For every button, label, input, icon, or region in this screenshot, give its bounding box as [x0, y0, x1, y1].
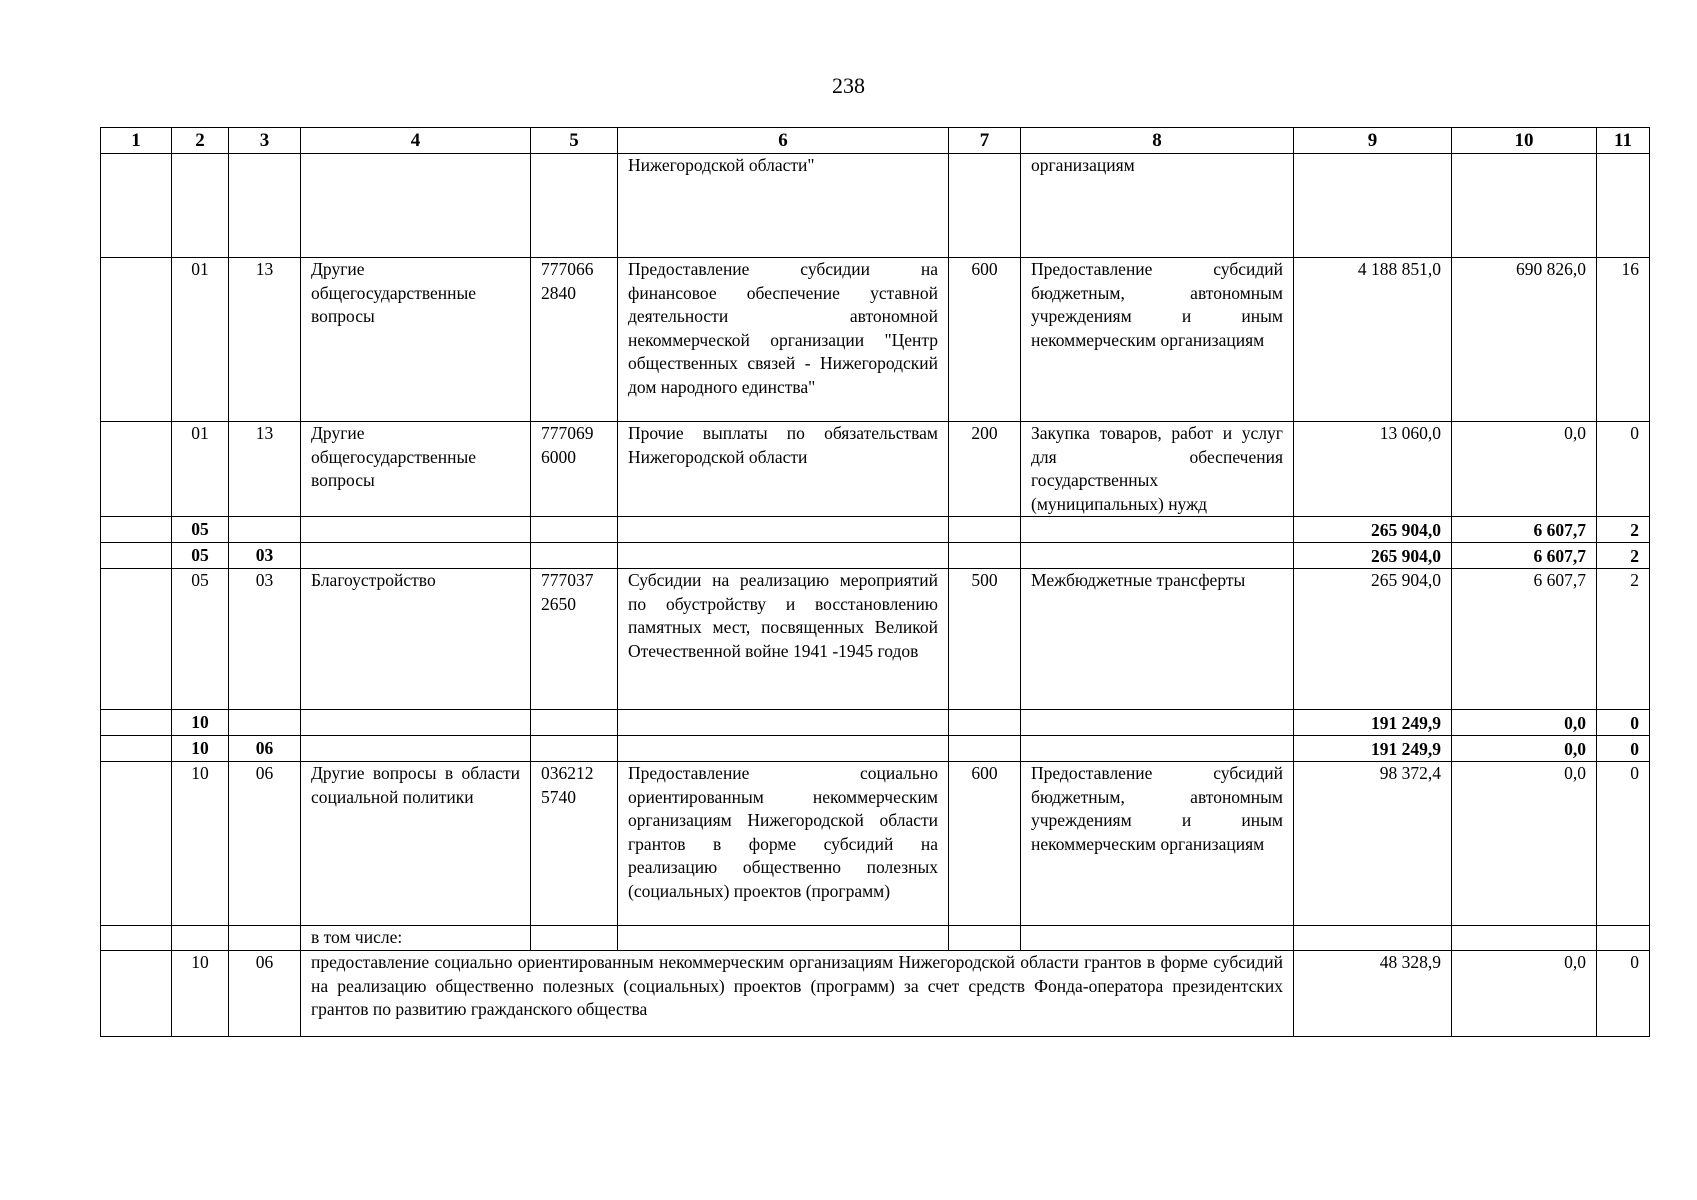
subsection-total-row — [101, 543, 1650, 569]
cell — [101, 569, 172, 710]
cell-target-code: 777066 2840 — [531, 258, 618, 422]
cell-subsection — [229, 154, 301, 258]
cell-expense-type — [949, 154, 1021, 258]
cell-target-name: Нижегородской области" — [618, 154, 949, 258]
cell-section: 10 — [172, 762, 229, 926]
table-row — [101, 951, 1650, 1037]
cell-section: 10 — [172, 710, 229, 736]
table-row — [101, 762, 1650, 926]
header-cell: 4 — [301, 128, 531, 154]
cell — [618, 543, 949, 569]
cell — [618, 710, 949, 736]
cell-amount: 265 904,0 — [1294, 517, 1452, 543]
cell — [301, 736, 531, 762]
cell-subsection: 03 — [229, 543, 301, 569]
header-cell: 6 — [618, 128, 949, 154]
cell-subsection — [229, 517, 301, 543]
cell — [531, 517, 618, 543]
header-cell: 10 — [1452, 128, 1597, 154]
cell-section — [172, 154, 229, 258]
cell — [949, 710, 1021, 736]
cell-percent: 2 — [1597, 517, 1650, 543]
cell — [1597, 926, 1650, 951]
cell-name: Благоустройство — [301, 569, 531, 710]
cell-name: в том числе: — [301, 926, 531, 951]
cell — [101, 154, 172, 258]
subsection-total-row — [101, 736, 1650, 762]
cell-section: 05 — [172, 569, 229, 710]
cell-amount-2: 6 607,7 — [1452, 543, 1597, 569]
cell — [949, 736, 1021, 762]
cell-percent: 0 — [1597, 710, 1650, 736]
cell-target-code: 777037 2650 — [531, 569, 618, 710]
cell-amount: 48 328,9 — [1294, 951, 1452, 1037]
cell — [1021, 543, 1294, 569]
cell-section: 05 — [172, 517, 229, 543]
cell — [101, 736, 172, 762]
cell-expense-type: 600 — [949, 258, 1021, 422]
cell-subsection: 13 — [229, 258, 301, 422]
cell-section: 10 — [172, 951, 229, 1037]
cell-name — [301, 154, 531, 258]
cell-amount-2 — [1452, 154, 1597, 258]
cell — [1021, 710, 1294, 736]
cell-amount-2: 0,0 — [1452, 710, 1597, 736]
cell-target-code — [531, 154, 618, 258]
cell-amount-2: 0,0 — [1452, 422, 1597, 517]
header-cell: 11 — [1597, 128, 1650, 154]
cell-amount: 4 188 851,0 — [1294, 258, 1452, 422]
cell — [1294, 926, 1452, 951]
cell-merged-description: предоставление социально ориентированным некоммерческим организациям Нижегородской области грантов в форме субсидий на реализацию общественно полезных (социальных) проектов (программ) за счет средств Фонда-оператора президентских грантов по развитию гражданского общества — [301, 951, 1294, 1037]
table-row — [101, 422, 1650, 517]
cell-expense-name: Предоставление субсидий бюджетным, автономным учреждениям и иным некоммерческим организациям — [1021, 762, 1294, 926]
cell — [531, 710, 618, 736]
cell-target-code: 036212 5740 — [531, 762, 618, 926]
section-total-row — [101, 710, 1650, 736]
header-cell: 8 — [1021, 128, 1294, 154]
cell-expense-name: организациям — [1021, 154, 1294, 258]
table-row — [101, 154, 1650, 258]
page-number: 238 — [832, 73, 865, 98]
table-row — [101, 569, 1650, 710]
cell-target-name: Предоставление социально ориентированным некоммерческим организациям Нижегородской области грантов в форме субсидий на реализацию общественно полезных (социальных) проектов (программ) — [618, 762, 949, 926]
cell-name: Другие общегосударственные вопросы — [301, 422, 531, 517]
table-row — [101, 926, 1650, 951]
cell — [1452, 926, 1597, 951]
cell — [101, 517, 172, 543]
cell-percent: 2 — [1597, 543, 1650, 569]
cell-target-code: 777069 6000 — [531, 422, 618, 517]
cell-amount: 265 904,0 — [1294, 543, 1452, 569]
cell — [618, 517, 949, 543]
cell-percent: 2 — [1597, 569, 1650, 710]
cell-percent: 0 — [1597, 736, 1650, 762]
cell-percent — [1597, 154, 1650, 258]
cell-subsection: 06 — [229, 951, 301, 1037]
cell-subsection: 06 — [229, 736, 301, 762]
cell — [1021, 517, 1294, 543]
cell-expense-name: Межбюджетные трансферты — [1021, 569, 1294, 710]
table-header-row — [101, 128, 1650, 154]
cell-amount-2: 6 607,7 — [1452, 569, 1597, 710]
cell-percent: 16 — [1597, 258, 1650, 422]
cell-percent: 0 — [1597, 762, 1650, 926]
cell — [229, 926, 301, 951]
cell-expense-name: Предоставление субсидий бюджетным, автономным учреждениям и иным некоммерческим организациям — [1021, 258, 1294, 422]
table-row — [101, 258, 1650, 422]
cell-expense-name: Закупка товаров, работ и услуг для обеспечения государственных (муниципальных) нужд — [1021, 422, 1294, 517]
cell — [949, 543, 1021, 569]
cell — [101, 543, 172, 569]
cell-expense-type: 200 — [949, 422, 1021, 517]
cell — [301, 710, 531, 736]
header-cell: 1 — [101, 128, 172, 154]
cell-amount-2: 0,0 — [1452, 736, 1597, 762]
cell-amount: 98 372,4 — [1294, 762, 1452, 926]
header-cell: 7 — [949, 128, 1021, 154]
cell-target-name: Предоставление субсидии на финансовое обеспечение уставной деятельности автономной некоммерческой организации "Центр общественных связей - Нижегородский дом народного единства" — [618, 258, 949, 422]
cell-subsection: 06 — [229, 762, 301, 926]
cell — [101, 422, 172, 517]
cell-subsection: 03 — [229, 569, 301, 710]
header-cell: 5 — [531, 128, 618, 154]
cell — [618, 736, 949, 762]
cell-amount-2: 0,0 — [1452, 951, 1597, 1037]
section-total-row — [101, 517, 1650, 543]
cell-percent: 0 — [1597, 951, 1650, 1037]
budget-table — [100, 127, 1650, 1037]
cell — [1021, 736, 1294, 762]
cell-amount: 13 060,0 — [1294, 422, 1452, 517]
cell-amount: 191 249,9 — [1294, 710, 1452, 736]
cell — [301, 517, 531, 543]
cell — [531, 543, 618, 569]
cell-name: Другие вопросы в области социальной политики — [301, 762, 531, 926]
header-cell: 3 — [229, 128, 301, 154]
cell — [101, 762, 172, 926]
cell-amount: 265 904,0 — [1294, 569, 1452, 710]
cell — [101, 258, 172, 422]
cell-target-name: Субсидии на реализацию мероприятий по обустройству и восстановлению памятных мест, посвященных Великой Отечественной войне 1941 -1945 годов — [618, 569, 949, 710]
header-cell: 9 — [1294, 128, 1452, 154]
cell-amount-2: 0,0 — [1452, 762, 1597, 926]
cell-section: 01 — [172, 258, 229, 422]
cell — [101, 951, 172, 1037]
cell — [101, 710, 172, 736]
cell — [172, 926, 229, 951]
cell — [949, 517, 1021, 543]
cell-section: 10 — [172, 736, 229, 762]
cell-expense-type: 500 — [949, 569, 1021, 710]
cell — [531, 736, 618, 762]
cell-amount-2: 6 607,7 — [1452, 517, 1597, 543]
cell-name: Другие общегосударственные вопросы — [301, 258, 531, 422]
cell — [618, 926, 949, 951]
cell-section: 05 — [172, 543, 229, 569]
cell-amount-2: 690 826,0 — [1452, 258, 1597, 422]
cell — [1021, 926, 1294, 951]
cell-amount — [1294, 154, 1452, 258]
header-cell: 2 — [172, 128, 229, 154]
cell-subsection — [229, 710, 301, 736]
cell-percent: 0 — [1597, 422, 1650, 517]
cell-target-name: Прочие выплаты по обязательствам Нижегородской области — [618, 422, 949, 517]
cell-section: 01 — [172, 422, 229, 517]
cell — [949, 926, 1021, 951]
cell — [531, 926, 618, 951]
cell — [301, 543, 531, 569]
cell-expense-type: 600 — [949, 762, 1021, 926]
cell — [101, 926, 172, 951]
cell-amount: 191 249,9 — [1294, 736, 1452, 762]
cell-subsection: 13 — [229, 422, 301, 517]
